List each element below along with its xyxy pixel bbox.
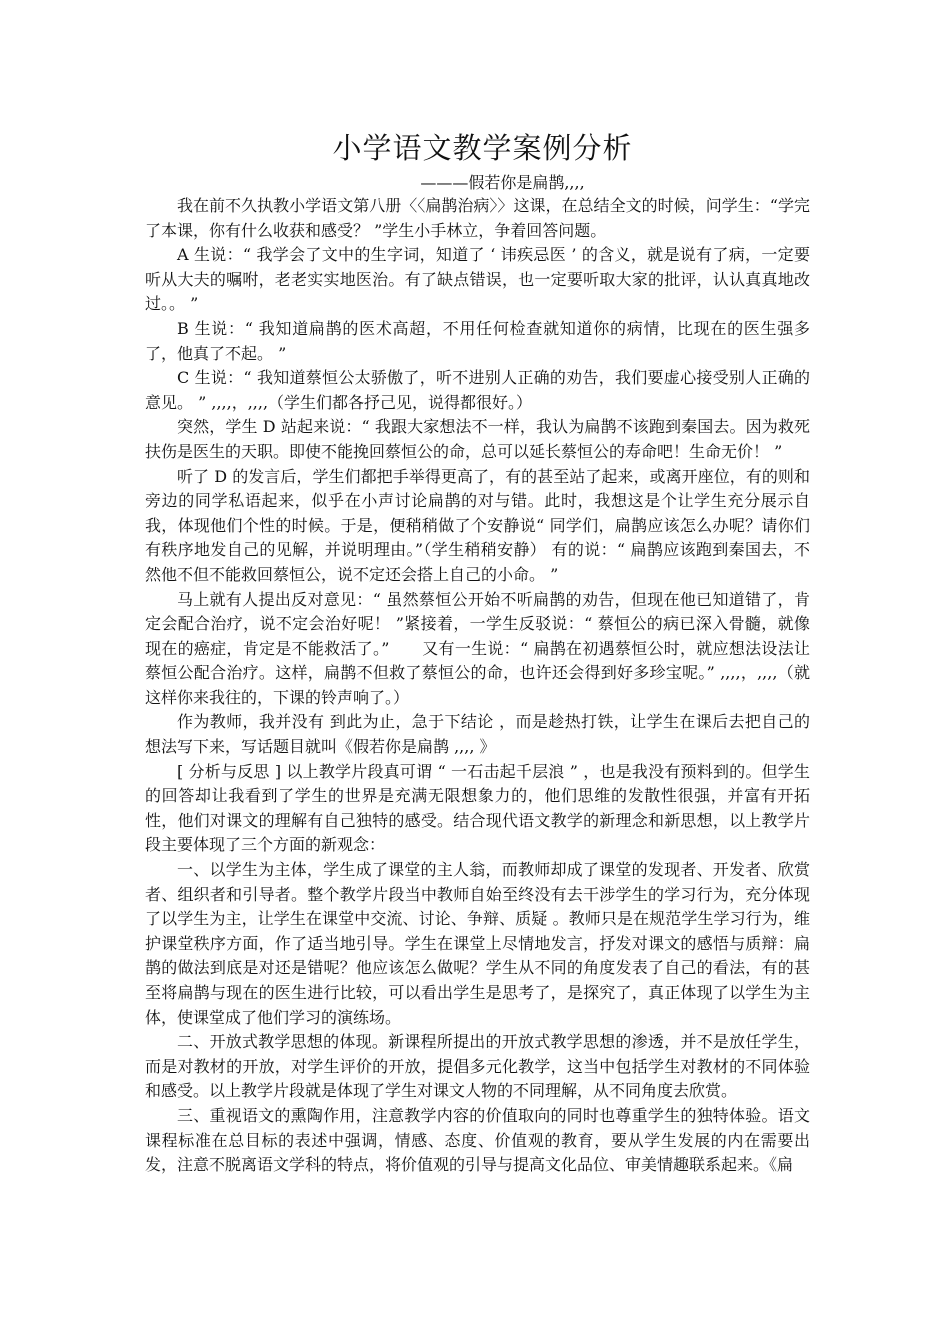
paragraph-student-c: C 生说：“ 我知道蔡恒公太骄傲了，听不进别人正确的劝告，我们要虚心接受别人正确的意见。 ” ,,,,，,,,,（学生们都各抒己见，说得都很好。） (145, 368, 810, 412)
document-subtitle: ———假若你是扁鹊,,,, (420, 173, 585, 192)
paragraph-student-a: A 生说：“ 我学会了文中的生字词，知道了 ‘ 讳疾忌医 ’ 的含义，就是说有了病，一定要听从大夫的嘱咐，老老实实地医治。有了缺点错误，也一定要听取大家的批评，认认真真地改过。。 ” (145, 245, 810, 314)
paragraph-teacher: 作为教师，我并没有 到此为止，急于下结论 ，而是趁热打铁，让学生在课后去把自己的想法写下来，写话题目就叫《假若你是扁鹊 ,,,, 》 (145, 712, 810, 757)
paragraph-discussion: 听了 D 的发言后，学生们都把手举得更高了，有的甚至站了起来，或离开座位，有的则和旁边的同学私语起来，似乎在小声讨论扁鹊的对与错。此时，我想这是个让学生充分展示自我，体现他们个性的时候。于是，便稍稍做了个安静说“ 同学们，扁鹊应该怎么办呢？请你们有秩序地发自己的见解，并说明理由。”（学生稍稍安静） 有的说：“ 扁鹊应该跑到秦国去，不然他不但不能救回蔡恒公，说不定还会搭上自己的小命。 ” (145, 466, 810, 584)
paragraph-student-d: 突然，学生 D 站起来说：“ 我跟大家想法不一样，我认为扁鹊不该跑到秦国去。因为救死扶伤是医生的天职。即使不能挽回蔡恒公的命，总可以延长蔡恒公的寿命吧！生命无价！ ” (145, 417, 810, 461)
paragraph-point-one: 一、以学生为主体，学生成了课堂的主人翁，而教师却成了课堂的发现者、开发者、欣赏者、组织者和引导者。整个教学片段当中教师自始至终没有去干涉学生的学习行为，充分体现了以学生为主，让学生在课堂中交流、讨论、争辩、质疑 。教师只是在规范学生学习行为，维护课堂秩序方面，作了适当地引导。学生在课堂上尽情地发言，抒发对课文的感悟与质辩：扁鹊的做法到底是对还是错呢？他应该怎么做呢？学生从不同的角度发表了自己的看法，有的甚至将扁鹊与现在的医生进行比较，可以看出学生是思考了，是探究了，真正体现了以学生为主体，使课堂成了他们学习的演练场。 (145, 860, 810, 1027)
paragraph-point-three: 三、重视语文的熏陶作用，注意教学内容的价值取向的同时也尊重学生的独特体验。语文课程标准在总目标的表述中强调，情感、态度、价值观的教育，要从学生发展的内在需要出发，注意不脱离语文学科的特点，将价值观的引导与提高文化品位、审美情趣联系起来。《扁 (145, 1105, 810, 1175)
document-title: 小学语文教学案例分析 (332, 131, 633, 165)
paragraph-student-b: B 生说：“ 我知道扁鹊的医术高超，不用任何检查就知道你的病情，比现在的医生强多了，他真了不起。 ” (145, 318, 810, 363)
paragraph-intro: 我在前不久执教小学语文第八册〈〈扁鹊治病〉〉这课，在总结全文的时候，问学生：“学完了本课，你有什么收获和感受？ ”学生小手林立，争着回答问题。 (145, 196, 810, 240)
paragraph-point-two: 二、开放式教学思想的体现。新课程所提出的开放式教学思想的渗透，并不是放任学生，而是对教材的开放，对学生评价的开放，提倡多元化教学，这当中包括学生对教材的不同体验和感受。以上教学片段就是体现了学生对课文人物的不同理解，从不同角度去欣赏。 (145, 1032, 810, 1101)
paragraph-reflection: [ 分析与反思 ] 以上教学片段真可谓 “ 一石击起千层浪 ” ，也是我没有预料到的。但学生的回答却让我看到了学生的世界是充满无限想象力的，他们思维的发散性很强，并富有开拓性，他们对课文的理解有自己独特的感受。结合现代语文教学的新理念和新思想，以上教学片段主要体现了三个方面的新观念： (145, 761, 810, 855)
paragraph-debate: 马上就有人提出反对意见：“ 虽然蔡恒公开始不听扁鹊的劝告，但现在他已知道错了，肯定会配合治疗，说不定会治好呢！ ”紧接着，一学生反驳说：“ 蔡恒公的病已深入骨髓，就像现在的癌症，肯定是不能救活了。” 又有一生说：“ 扁鹊在初遇蔡恒公时，就应想法设法让蔡恒公配合治疗。这样，扁鹊不但救了蔡恒公的命，也许还会得到好多珍宝呢。” ,,,,，,,,,（就这样你来我往的，下课的铃声响了。） (145, 589, 810, 707)
document-page (145, 128, 810, 1178)
